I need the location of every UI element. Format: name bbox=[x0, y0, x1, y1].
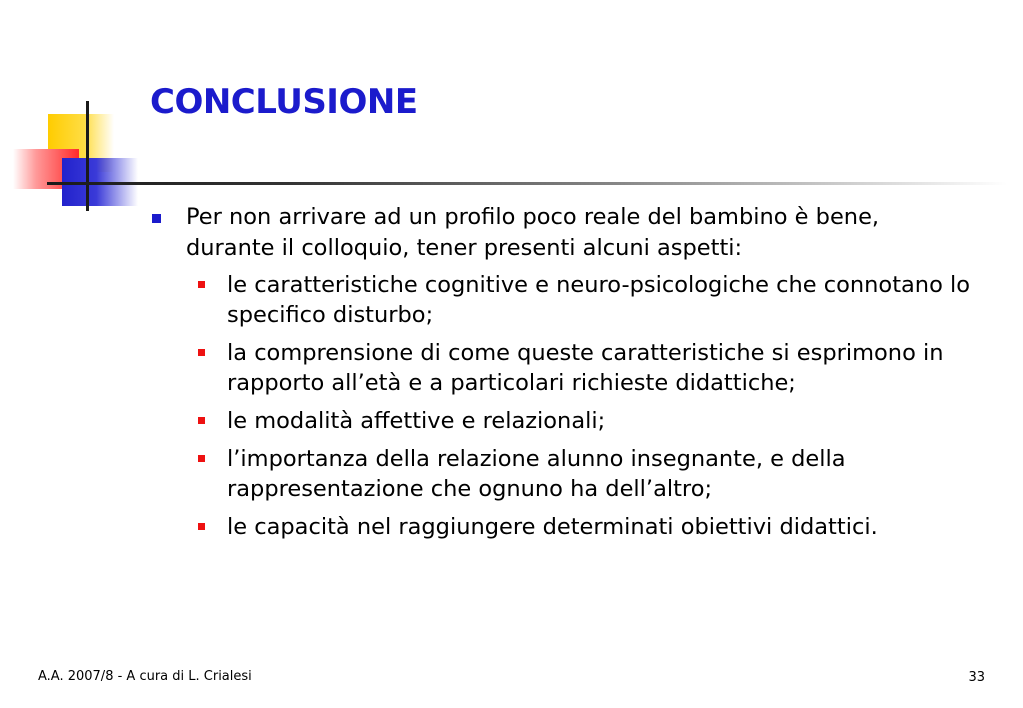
decorative-squares-logo bbox=[0, 0, 160, 220]
sub-bullet-item bbox=[150, 512, 970, 542]
slide-content bbox=[150, 202, 970, 550]
slide-title: CONCLUSIONE bbox=[150, 82, 418, 122]
blue-square-bullet-icon bbox=[152, 214, 161, 223]
sub-bullet-text: le modalità affettive e relazionali; bbox=[227, 408, 606, 434]
main-bullet-item bbox=[150, 202, 970, 264]
title-underline-rule bbox=[47, 182, 1007, 185]
sub-bullet-item bbox=[150, 406, 970, 436]
footer-credit: A.A. 2007/8 - A cura di L. Crialesi bbox=[38, 669, 252, 684]
red-square-bullet-icon bbox=[198, 349, 205, 356]
sub-bullet-text: la comprensione di come queste caratteristiche si esprimono in rapporto all’età e a particolari richieste didattiche; bbox=[227, 340, 944, 396]
sub-bullet-list bbox=[150, 270, 970, 542]
sub-bullet-item bbox=[150, 270, 970, 330]
page-number: 33 bbox=[968, 670, 985, 685]
sub-bullet-item bbox=[150, 338, 970, 398]
red-square-bullet-icon bbox=[198, 455, 205, 462]
sub-bullet-text: le capacità nel raggiungere determinati obiettivi didattici. bbox=[227, 514, 878, 540]
red-square-bullet-icon bbox=[198, 417, 205, 424]
red-square-bullet-icon bbox=[198, 523, 205, 530]
sub-bullet-text: le caratteristiche cognitive e neuro-psicologiche che connotano lo specifico disturbo; bbox=[227, 272, 971, 328]
red-square-bullet-icon bbox=[198, 281, 205, 288]
main-bullet-text: Per non arrivare ad un profilo poco reale del bambino è bene, durante il colloquio, tener presenti alcuni aspetti: bbox=[186, 204, 880, 261]
vertical-line-decoration bbox=[86, 101, 89, 211]
sub-bullet-item bbox=[150, 444, 970, 504]
sub-bullet-text: l’importanza della relazione alunno insegnante, e della rappresentazione che ognuno ha dell’altro; bbox=[227, 446, 846, 502]
